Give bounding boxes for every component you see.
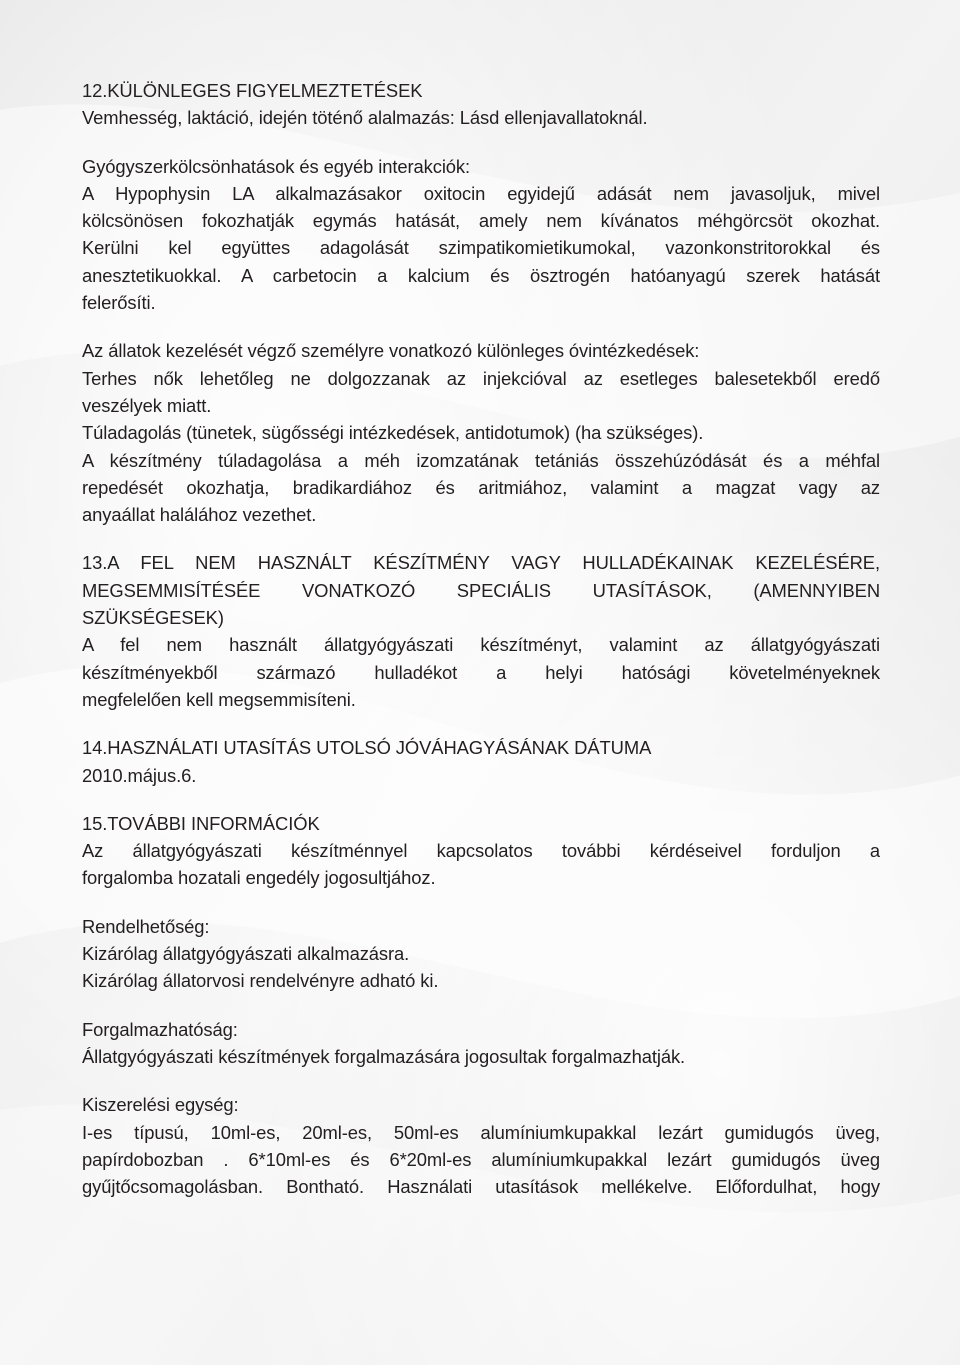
section-14-heading: 14.HASZNÁLATI UTASÍTÁS UTOLSÓ JÓVÁHAGYÁSÁNAK DÁTUMA bbox=[82, 737, 652, 759]
overdose-heading: Túladagolás (tünetek, sügősségi intézkedések, antidotumok) (ha szükséges). bbox=[82, 422, 704, 444]
overdose-line: repedését okozhatja, bradikardiához és aritmiához, valamint a magzat vagy az bbox=[82, 476, 880, 498]
availability-heading: Rendelhetőség: bbox=[82, 915, 210, 937]
section-13-line: A fel nem használt állatgyógyászati készítményt, valamint az állatgyógyászati bbox=[82, 634, 880, 656]
distribution-line: Állatgyógyászati készítmények forgalmazására jogosultak forgalmazhatják. bbox=[82, 1045, 686, 1067]
interactions-line: A Hypophysin LA alkalmazásakor oxitocin egyidejű adását nem javasoljuk, mivel bbox=[82, 182, 880, 204]
packaging-line: papírdobozban . 6*10ml-es és 6*20ml-es alumíniumkupakkal lezárt gumidugós üveg bbox=[82, 1148, 880, 1170]
section-13-heading: 13.A FEL NEM HASZNÁLT KÉSZÍTMÉNY VAGY HULLADÉKAINAK KEZELÉSÉRE, bbox=[82, 552, 880, 574]
availability-line: Kizárólag állatorvosi rendelvényre adható ki. bbox=[82, 970, 439, 992]
section-13-heading: MEGSEMMISÍTÉSÉE VONATKOZÓ SPECIÁLIS UTASÍTÁSOK, (AMENNYIBEN bbox=[82, 579, 880, 601]
section-14-date: 2010.május.6. bbox=[82, 764, 197, 786]
overdose-line: anyaállat halálához vezethet. bbox=[82, 504, 317, 526]
handling-heading: Az állatok kezelését végző személyre vonatkozó különleges óvintézkedések: bbox=[82, 340, 700, 362]
document-body bbox=[82, 77, 880, 1200]
interactions-line: anesztetikuokkal. A carbetocin a kalcium és ösztrogén hatóanyagú szerek hatását bbox=[82, 264, 880, 286]
section-13-heading: SZÜKSÉGESEK) bbox=[82, 607, 224, 629]
interactions-line: kölcsönösen fokozhatják egymás hatását, amely nem kívánatos méhgörcsöt okozhat. bbox=[82, 210, 880, 232]
distribution-heading: Forgalmazhatóság: bbox=[82, 1018, 238, 1040]
interactions-line: felerősíti. bbox=[82, 292, 156, 314]
section-12-text: Vemhesség, laktáció, idején töténő alalmazás: Lásd ellenjavallatoknál. bbox=[82, 107, 648, 129]
section-13-line: készítményekből származó hulladékot a helyi hatósági követelményeknek bbox=[82, 661, 880, 683]
overdose-line: A készítmény túladagolása a méh izomzatának tetániás összehúzódását és a méhfal bbox=[82, 449, 880, 471]
section-15-line: forgalomba hozatali engedély jogosultjához. bbox=[82, 867, 436, 889]
availability-line: Kizárólag állatgyógyászati alkalmazásra. bbox=[82, 943, 410, 965]
interactions-line: Kerülni kel együttes adagolását szimpatikomietikumokal, vazonkonstritorokkal és bbox=[82, 237, 880, 259]
handling-line: Terhes nők lehetőleg ne dolgozzanak az injekcióval az esetleges balesetekből eredő bbox=[82, 367, 880, 389]
interactions-heading: Gyógyszerkölcsönhatások és egyéb interakciók: bbox=[82, 155, 471, 177]
section-15-heading: 15.TOVÁBBI INFORMÁCIÓK bbox=[82, 812, 320, 834]
handling-line: veszélyek miatt. bbox=[82, 394, 212, 416]
section-13-line: megfelelően kell megsemmisíteni. bbox=[82, 688, 356, 710]
section-15-line: Az állatgyógyászati készítménnyel kapcsolatos további kérdéseivel forduljon a bbox=[82, 840, 880, 862]
section-12-heading: 12.KÜLÖNLEGES FIGYELMEZTETÉSEK bbox=[82, 80, 423, 101]
packaging-line: gyűjtőcsomagolásban. Bontható. Használati utasítások mellékelve. Előfordulhat, hogy bbox=[82, 1176, 880, 1198]
packaging-line: I-es típusú, 10ml-es, 20ml-es, 50ml-es alumíniumkupakkal lezárt gumidugós üveg, bbox=[82, 1121, 880, 1143]
packaging-heading: Kiszerelési egység: bbox=[82, 1094, 239, 1116]
